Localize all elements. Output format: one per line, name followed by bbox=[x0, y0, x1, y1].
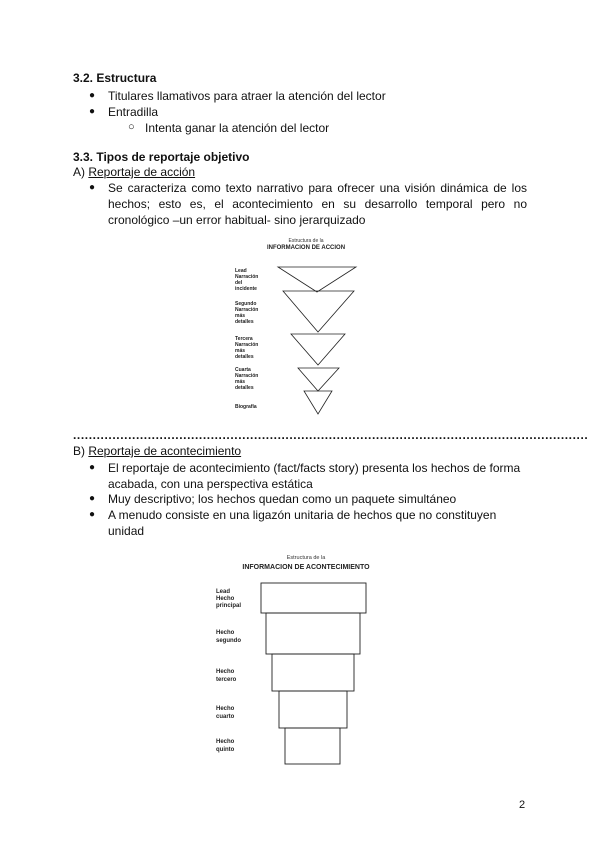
figure-title: INFORMACION DE ACONTECIMIENTO bbox=[242, 564, 370, 571]
figure-title-small: Estructura de la bbox=[288, 238, 324, 244]
label-quinto-1: Hecho bbox=[216, 739, 235, 745]
label-tercero-1: Tercera bbox=[235, 336, 253, 342]
label-cuarto-1: Hecho bbox=[216, 706, 235, 712]
bullet-dot-icon: ● bbox=[89, 509, 96, 520]
bullet-accion-desc bbox=[89, 180, 527, 228]
section-heading-tipos: 3.3. Tipos de reportaje objetivo bbox=[73, 150, 250, 164]
bullet-text: Muy descriptivo; los hechos quedan como un paquete simultáneo bbox=[108, 492, 457, 506]
section-heading-estructura: 3.2. Estructura bbox=[73, 71, 157, 85]
figure-title-small: Estructura de la bbox=[286, 555, 326, 561]
label-lead-3: principal bbox=[216, 603, 242, 609]
label-lead-2: Narración bbox=[235, 274, 259, 280]
bullet-text: Titulares llamativos para atraer la atención del lector bbox=[108, 89, 386, 103]
bullet-circle-icon: ○ bbox=[128, 121, 135, 133]
bullet-dot-icon: ● bbox=[89, 90, 96, 101]
box-tercero bbox=[272, 654, 354, 691]
label-quinto-2: quinto bbox=[216, 747, 235, 753]
separator-dotted-line: ................................................................................................................................... bbox=[73, 428, 589, 442]
label-cuarto-4: detalles bbox=[235, 385, 254, 391]
bullet-text: Entradilla bbox=[108, 105, 159, 119]
label-lead-3: del bbox=[235, 280, 243, 286]
box-lead bbox=[261, 583, 366, 613]
subsection-a bbox=[73, 165, 195, 179]
label-cuarto-1: Cuarta bbox=[235, 367, 251, 373]
label-segundo-2: Narración bbox=[235, 307, 259, 313]
figure-informacion-acontecimiento bbox=[208, 550, 388, 770]
bullet-text: Intenta ganar la atención del lector bbox=[145, 121, 330, 135]
label-cuarto-2: Narración bbox=[235, 373, 259, 379]
figure-informacion-accion bbox=[228, 234, 378, 419]
subsection-title-accion: Reportaje de acción bbox=[88, 165, 196, 179]
bullet-text: Se caracteriza como texto narrativo para ofrecer una visión dinámica de los hechos; esto es, el acontecimiento en su desarrollo temporal pero no cronológico –un error habitual- sino jerarquizado bbox=[108, 181, 527, 227]
bullet-dot-icon: ● bbox=[89, 106, 96, 117]
subsection-prefix: B) bbox=[73, 444, 89, 458]
bullet-text: A menudo consiste en una ligazón unitaria de hechos que no constituyen unidad bbox=[108, 508, 497, 538]
label-tercero-1: Hecho bbox=[216, 669, 235, 675]
triangle-segundo bbox=[283, 291, 354, 332]
bullet-entradilla bbox=[89, 104, 528, 120]
label-segundo-1: Hecho bbox=[216, 630, 235, 636]
bullet-dot-icon: ● bbox=[89, 462, 96, 473]
label-segundo-3: más bbox=[235, 313, 246, 319]
label-tercero-2: Narración bbox=[235, 342, 259, 348]
triangle-cuarto bbox=[298, 368, 339, 391]
bullet-text: El reportaje de acontecimiento (fact/facts story) presenta los hechos de forma acabada, con una perspectiva estática bbox=[108, 461, 521, 491]
triangle-tercero bbox=[291, 334, 345, 365]
label-lead-2: Hecho bbox=[216, 596, 235, 602]
label-segundo-1: Segundo bbox=[235, 301, 257, 307]
box-segundo bbox=[266, 613, 360, 654]
label-tercero-2: tercero bbox=[216, 677, 237, 683]
bullet-dot-icon: ● bbox=[89, 182, 96, 193]
bullet-titulares bbox=[89, 88, 528, 104]
subsection-title-acontecimiento: Reportaje de acontecimiento bbox=[88, 444, 242, 458]
sub-bullet-atencion bbox=[128, 120, 525, 136]
triangle-biografia bbox=[304, 391, 332, 414]
label-segundo-2: segundo bbox=[216, 638, 241, 644]
bullet-ligazon bbox=[89, 507, 523, 539]
bullet-acontecimiento-desc bbox=[89, 460, 533, 492]
label-cuarto-3: más bbox=[235, 379, 246, 385]
label-biografia: Biografía bbox=[235, 404, 257, 410]
box-quinto bbox=[285, 728, 340, 764]
box-cuarto bbox=[279, 691, 347, 728]
page-number: 2 bbox=[519, 799, 526, 811]
label-lead-1: Lead bbox=[216, 589, 231, 595]
label-tercero-4: detalles bbox=[235, 354, 254, 360]
bullet-dot-icon: ● bbox=[89, 493, 96, 504]
label-segundo-4: detalles bbox=[235, 319, 254, 325]
label-lead-1: Lead bbox=[235, 268, 247, 274]
subsection-prefix: A) bbox=[73, 165, 89, 179]
subsection-b bbox=[73, 444, 241, 458]
label-tercero-3: más bbox=[235, 348, 246, 354]
label-cuarto-2: cuarto bbox=[216, 714, 235, 720]
label-lead-4: incidente bbox=[235, 286, 257, 292]
figure-title: INFORMACION DE ACCION bbox=[266, 245, 346, 251]
bullet-descriptivo bbox=[89, 491, 533, 507]
triangle-lead bbox=[278, 267, 356, 292]
